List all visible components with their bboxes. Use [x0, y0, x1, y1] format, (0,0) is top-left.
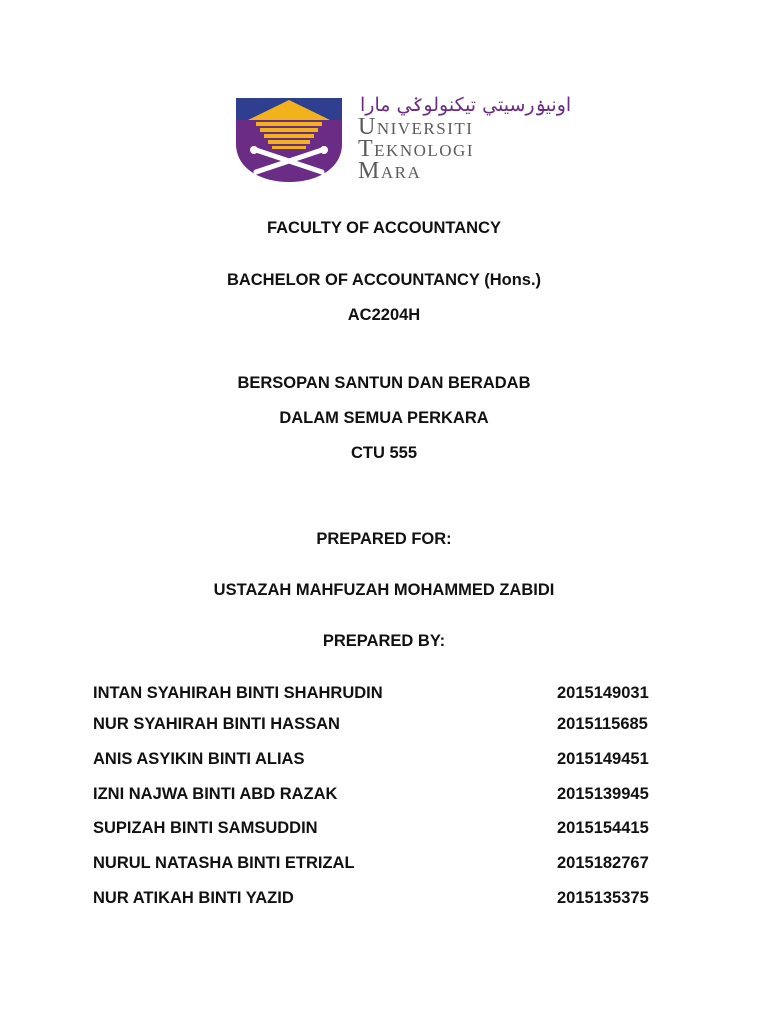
lecturer-name: USTAZAH MAHFUZAH MOHAMMED ZABIDI: [213, 581, 555, 599]
member-name: SUPIZAH BINTI SAMSUDDIN: [93, 819, 318, 837]
student-id: 2015149451: [557, 750, 649, 768]
student-id: 2015135375: [557, 889, 649, 907]
member-row: [93, 854, 668, 876]
wordmark-line: Teknologi: [358, 136, 474, 162]
member-name: INTAN SYAHIRAH BINTI SHAHRUDIN: [93, 684, 383, 702]
student-id: 2015139945: [557, 785, 649, 803]
programme-code: AC2204H: [347, 306, 421, 324]
student-id: 2015182767: [557, 854, 649, 872]
faculty-heading: FACULTY OF ACCOUNTANCY: [266, 219, 502, 237]
member-row: [93, 750, 668, 772]
student-id: 2015149031: [557, 684, 649, 702]
member-name: IZNI NAJWA BINTI ABD RAZAK: [93, 785, 338, 803]
university-wordmark: [358, 116, 474, 182]
member-row: [93, 819, 668, 841]
assignment-title-line-1: BERSOPAN SANTUN DAN BERADAB: [237, 374, 531, 392]
student-id: 2015115685: [557, 715, 648, 733]
prepared-for-label: PREPARED FOR:: [316, 530, 452, 548]
prepared-by-label: PREPARED BY:: [322, 632, 446, 650]
member-row: [93, 684, 668, 706]
assignment-title-line-2: DALAM SEMUA PERKARA: [279, 409, 489, 427]
member-row: [93, 715, 668, 737]
member-name: NURUL NATASHA BINTI ETRIZAL: [93, 854, 355, 872]
member-row: [93, 889, 668, 911]
jawi-logo-text: اونيۏرسيتي تيكنولوݢي مارا: [360, 94, 572, 116]
course-code: CTU 555: [350, 444, 418, 462]
member-name: NUR ATIKAH BINTI YAZID: [93, 889, 294, 907]
member-name: ANIS ASYIKIN BINTI ALIAS: [93, 750, 305, 768]
uitm-crest-icon: [234, 94, 344, 184]
student-id: 2015154415: [557, 819, 649, 837]
university-logo: [234, 94, 572, 184]
wordmark-line: Universiti: [358, 114, 474, 140]
member-name: NUR SYAHIRAH BINTI HASSAN: [93, 715, 340, 733]
wordmark-line: Mara: [358, 158, 422, 184]
programme-heading: BACHELOR OF ACCOUNTANCY (Hons.): [226, 271, 542, 289]
member-row: [93, 785, 668, 807]
